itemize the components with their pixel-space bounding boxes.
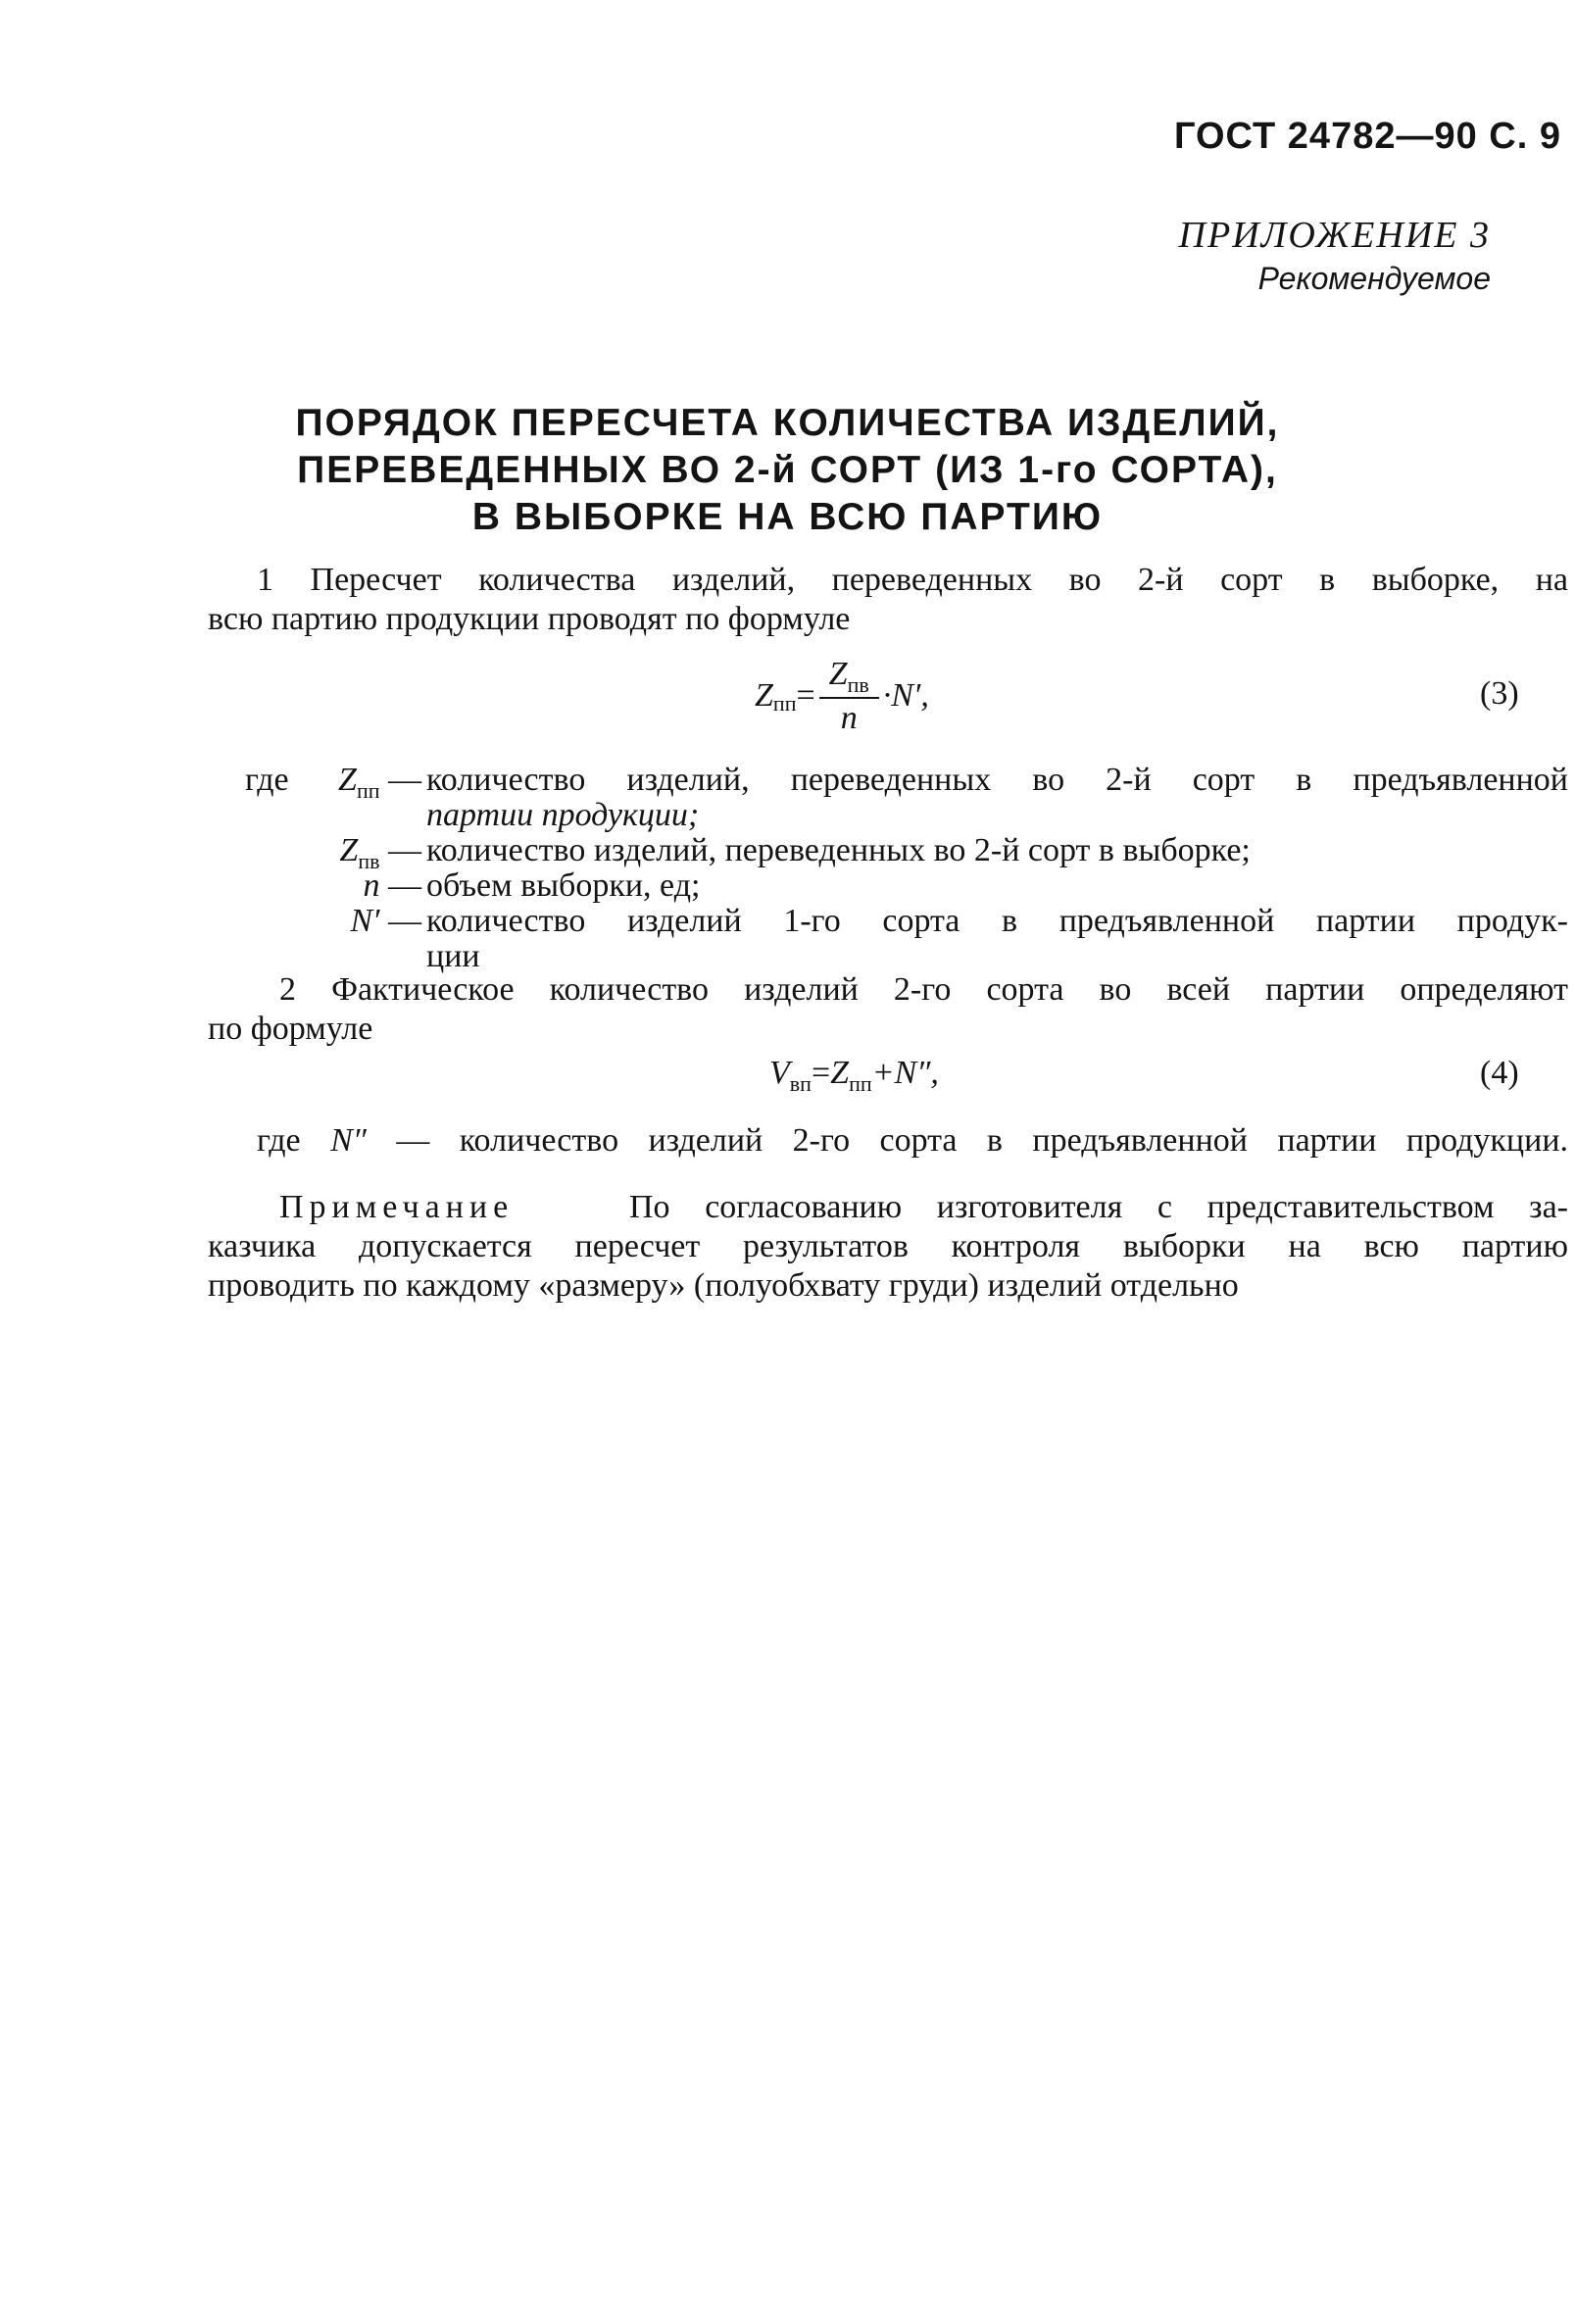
def-n-text: объем выборки, ед; [426,867,701,904]
def-nprime-text-1: количество изделий 1-го сорта в предъявленной партии продук- [426,903,1568,939]
def-zpp-text-2: партии продукции; [426,797,700,833]
formula-4: $V_{вп}=Z_{пп}+N''$, [769,1055,939,1096]
defs1-where: где [245,762,289,798]
formula3-den: n [840,699,858,736]
document-header: ГОСТ 24782—90 С. 9 [1173,116,1561,157]
formula-3 [755,647,929,745]
section2-line-1: 2 Фактическое количество изделий 2-го сорта во всей партии определяют [279,971,1568,1008]
title-line-2: ПЕРЕВЕДЕННЫХ ВО 2-й СОРТ (ИЗ 1-го СОРТА), [297,449,1278,491]
title-line-1: ПОРЯДОК ПЕРЕСЧЕТА КОЛИЧЕСТВА ИЗДЕЛИЙ, [295,402,1280,444]
section1-line-2: всю партию продукции проводят по формуле [208,601,851,637]
section2-line-2: по формуле [208,1011,373,1047]
defs2-line: где N″ — количество изделий 2-го сорта в предъявленной партии продукции. [257,1122,1569,1159]
title-line-3: В ВЫБОРКЕ НА ВСЮ ПАРТИЮ [471,496,1104,538]
def-zpv-text: количество изделий, переведенных во 2-й сорт в выборке; [426,832,1251,868]
section1-line-1: 1 Пересчет количества изделий, переведенных во 2-й сорт в выборке, на [257,562,1568,598]
formula3-lhs-sub: пп [772,691,797,716]
formula3-tail: ·N′, [882,677,929,714]
note-line-2: казчика допускается пересчет результатов контроля выборки на всю партию [208,1228,1568,1264]
def-nprime-symbol: N′ — [350,903,421,939]
def-zpv-symbol: $Z_{пв}$ — [339,832,421,873]
appendix-status: Рекомендуемое [1257,261,1491,296]
formula3-eq: = [796,677,815,714]
def-zpp-text-1: количество изделий, переведенных во 2-й сорт в предъявленной [426,762,1568,798]
def-n-symbol: n — [363,867,421,904]
appendix-label: ПРИЛОЖЕНИЕ 3 [1178,215,1491,256]
note-label: Примечание [279,1189,515,1225]
formula-4-number: (4) [1480,1055,1519,1091]
note-line-1: Примечание По согласованию изготовителя с представительством за- [279,1189,1568,1225]
formula3-num: Z [828,655,848,692]
formula3-num-sub: пв [847,671,869,697]
formula3-fraction [819,655,879,738]
formula3-lhs: Z [755,677,773,714]
def-zpp-symbol: $Z_{пп}$ — [338,762,421,803]
def-nprime-text-2: ции [426,938,480,974]
note-line-3: проводить по каждому «размеру» (полуобхвату груди) изделий отдельно [208,1267,1239,1304]
formula-3-number: (3) [1480,675,1519,712]
